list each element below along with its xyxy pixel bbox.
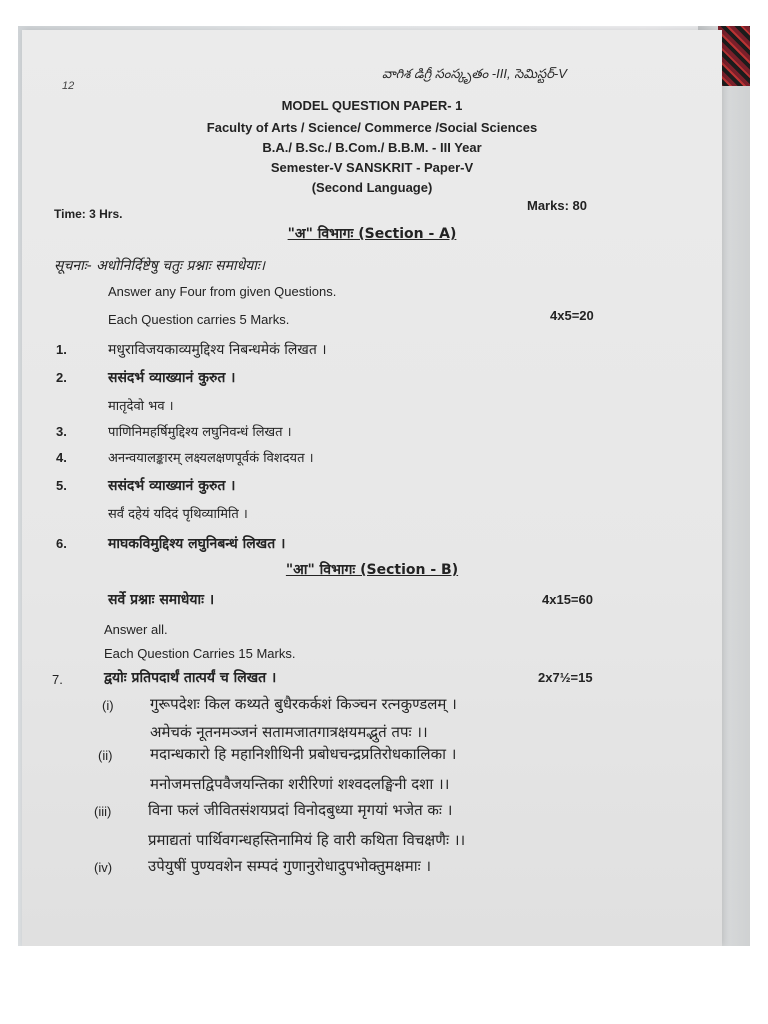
question-7-marks: 2x7½=15 bbox=[538, 670, 593, 685]
max-marks: Marks: 80 bbox=[527, 198, 587, 213]
subitem-label: (iii) bbox=[94, 804, 112, 819]
question-text: मधुराविजयकाव्यमुद्दिश्य निबन्धमेकं लिखत । bbox=[108, 342, 327, 358]
question-number: 5. bbox=[56, 478, 67, 493]
page-number: 12 bbox=[62, 80, 75, 92]
subitem-label: (iv) bbox=[94, 860, 113, 875]
question-subtext: मातृदेवो भव । bbox=[108, 399, 174, 414]
faculty-line: Faculty of Arts / Science/ Commerce /Social Sciences bbox=[206, 120, 538, 135]
verse-line: प्रमाद्यतां पार्थिवगन्धहस्तिनामियं हि वारी कथिता विचक्षणैः ।। bbox=[148, 831, 466, 849]
question-text: पाणिनिमहर्षिमुद्दिश्य लघुनिवन्धं लिखत । bbox=[108, 425, 292, 440]
question-text: अनन्वयालङ्कारम् लक्ष्यलक्षणपूर्वकं विशदयत । bbox=[108, 451, 314, 466]
degrees-line: B.A./ B.Sc./ B.Com./ B.B.M. - III Year bbox=[262, 140, 482, 155]
question-number: 4. bbox=[56, 450, 67, 465]
subitem-label: (ii) bbox=[98, 748, 113, 763]
question-number: 3. bbox=[56, 424, 67, 439]
question-text: ससंदर्भ व्याख्यानं कुरुत । bbox=[108, 478, 236, 494]
section-b-heading: "आ" विभागः (Section - B) bbox=[285, 562, 459, 578]
language-line: (Second Language) bbox=[311, 180, 433, 195]
background-cloth bbox=[718, 26, 750, 86]
question-text: माघकविमुद्दिश्य लघुनिबन्धं लिखत । bbox=[108, 536, 286, 552]
section-a-instruction-1: Answer any Four from given Questions. bbox=[108, 284, 337, 299]
section-a-heading: "अ" विभागः (Section - A) bbox=[287, 226, 457, 242]
section-b-instruction-1: Answer all. bbox=[104, 622, 168, 637]
section-b-instruction-sanskrit: सर्वे प्रश्नाः समाधेयाः । bbox=[108, 592, 215, 608]
semester-line: Semester-V SANSKRIT - Paper-V bbox=[270, 160, 474, 175]
question-number: 6. bbox=[56, 536, 67, 551]
telugu-header: వాగిశ డిగ్రీ సంస్కృతం -III, సెమిస్టర్-V bbox=[382, 66, 567, 81]
question-number: 7. bbox=[52, 672, 63, 687]
section-a-instruction-2: Each Question carries 5 Marks. bbox=[108, 312, 290, 327]
verse-line: मदान्धकारो हि महानिशीथिनी प्रबोधचन्द्रप्रतिरोधकालिका । bbox=[150, 745, 457, 763]
question-subtext: सर्वं दहेयं यदिदं पृथिव्यामिति । bbox=[108, 507, 248, 522]
question-text: ससंदर्भ व्याख्यानं कुरुत । bbox=[108, 370, 236, 386]
verse-line: विना फलं जीवितसंशयप्रदां विनोदबुध्या मृगयां भजेत कः । bbox=[148, 801, 453, 819]
paper-title: MODEL QUESTION PAPER- 1 bbox=[281, 98, 463, 113]
section-b-instruction-2: Each Question Carries 15 Marks. bbox=[104, 646, 296, 661]
verse-line: मनोजमत्तद्विपवैजयन्तिका शरीरिणां शश्वदलङ्घिनी दशा ।। bbox=[150, 775, 450, 793]
question-text: द्वयोः प्रतिपदार्थं तात्पर्यं च लिखत । bbox=[104, 670, 277, 686]
section-a-marks: 4x5=20 bbox=[550, 308, 594, 323]
verse-line: उपेयुषीं पुण्यवशेन सम्पदं गुणानुरोधादुपभोक्तुमक्षमाः । bbox=[148, 857, 432, 875]
subitem-label: (i) bbox=[102, 698, 114, 713]
time-allowed: Time: 3 Hrs. bbox=[54, 207, 123, 221]
exam-page bbox=[22, 30, 722, 946]
document-photo bbox=[18, 26, 750, 946]
verse-line: अमेचकं नूतनमञ्जनं सतामजातगात्रक्षयमद्भुतं तपः ।। bbox=[150, 723, 428, 741]
section-a-instruction-sanskrit: सूचनाः- अधोनिर्दिष्टेषु चतुः प्रश्नाः समाधेयाः। bbox=[54, 258, 266, 274]
question-number: 1. bbox=[56, 342, 67, 357]
question-number: 2. bbox=[56, 370, 67, 385]
section-b-marks: 4x15=60 bbox=[542, 592, 593, 607]
verse-line: गुरूपदेशः किल कथ्यते बुधैरकर्कशं किञ्चन रत्नकुण्डलम् । bbox=[150, 695, 457, 713]
